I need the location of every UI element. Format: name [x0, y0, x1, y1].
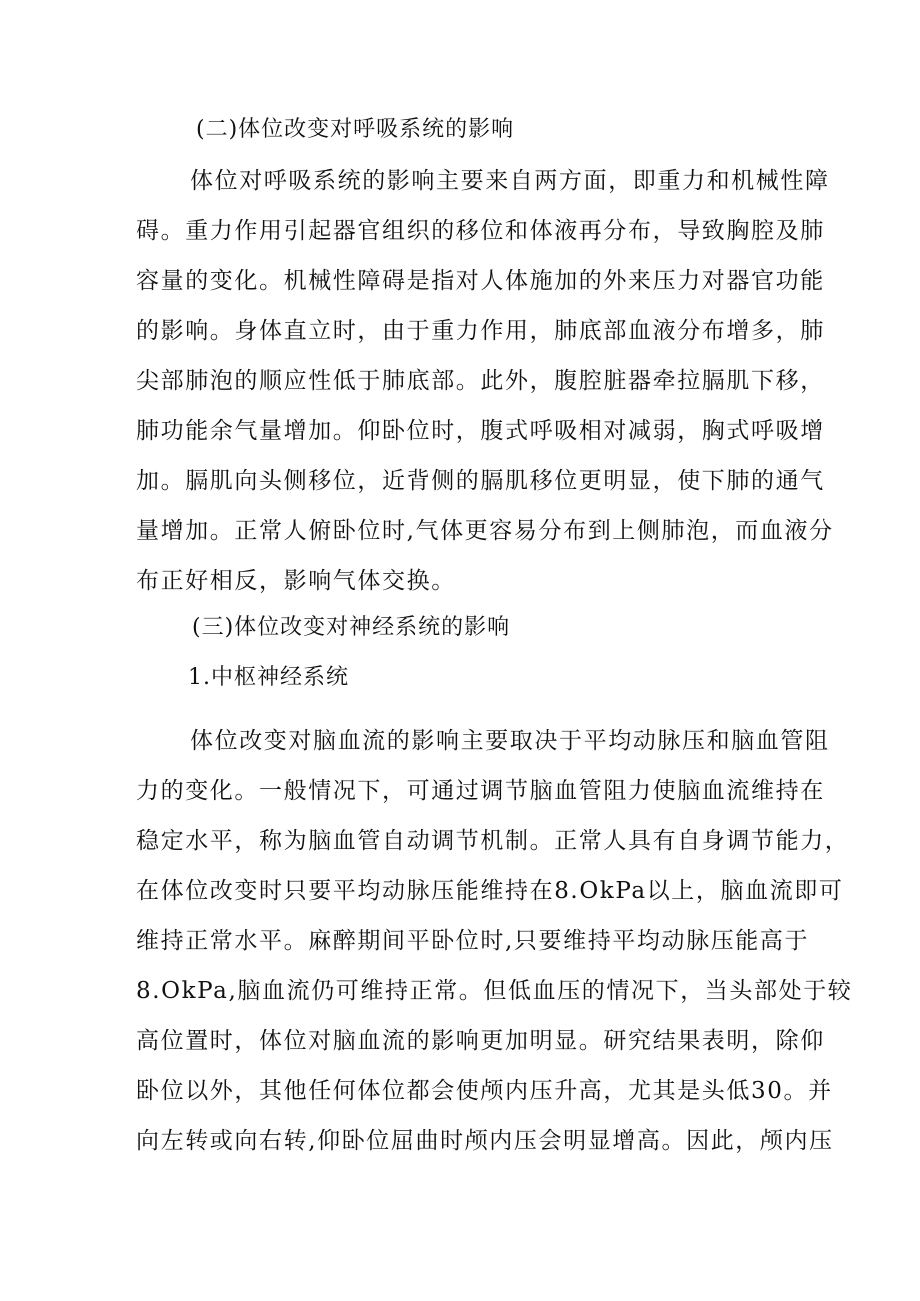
paragraph-line: 的影响。身体直立时，由于重力作用，肺底部血液分布增多，肺 [136, 318, 825, 344]
paragraph-line: 8.OkPa,脑血流仍可维持正常。但低血压的情况下，当头部处于较 [136, 978, 853, 1004]
paragraph-line: 肺功能余气量增加。仰卧位时，腹式呼吸相对减弱，胸式呼吸增 [136, 418, 825, 444]
subsection-heading-cns: 1.中枢神经系统 [188, 665, 349, 690]
paragraph-line: 在体位改变时只要平均动脉压能维持在8.OkPa以上，脑血流即可 [136, 878, 844, 904]
paragraph-line: 力的变化。一般情况下，可通过调节脑血管阻力使脑血流维持在 [136, 778, 825, 804]
paragraph-line: 体位改变对脑血流的影响主要取决于平均动脉压和脑血管阻 [190, 728, 830, 754]
paragraph-line: 尖部肺泡的顺应性低于肺底部。此外，腹腔脏器牵拉膈肌下移， [136, 368, 825, 394]
section-heading-nervous: (三)体位改变对神经系统的影响 [192, 615, 511, 640]
paragraph-line: 布正好相反，影响气体交换。 [136, 568, 456, 594]
paragraph-line: 向左转或向右转,仰卧位屈曲时颅内压会明显增高。因此，颅内压 [136, 1128, 834, 1154]
paragraph-line: 卧位以外，其他任何体位都会使颅内压升高，尤其是头低30。并 [136, 1078, 833, 1104]
paragraph-line: 维持正常水平。麻醉期间平卧位时,只要维持平均动脉压能高于 [136, 928, 810, 954]
paragraph-line: 量增加。正常人俯卧位时,气体更容易分布到上侧肺泡，而血液分 [136, 518, 834, 544]
paragraph-line: 容量的变化。机械性障碍是指对人体施加的外来压力对器官功能 [136, 268, 825, 294]
paragraph-line: 稳定水平，称为脑血管自动调节机制。正常人具有自身调节能力， [136, 828, 850, 854]
paragraph-line: 碍。重力作用引起器官组织的移位和体液再分布，导致胸腔及肺 [136, 218, 825, 244]
paragraph-line: 加。膈肌向头侧移位，近背侧的膈肌移位更明显，使下肺的通气 [136, 468, 825, 494]
paragraph-line: 高位置时，体位对脑血流的影响更加明显。研究结果表明，除仰 [136, 1028, 825, 1054]
section-heading-respiratory: (二)体位改变对呼吸系统的影响 [196, 117, 515, 142]
paragraph-line: 体位对呼吸系统的影响主要来自两方面，即重力和机械性障 [190, 168, 830, 194]
